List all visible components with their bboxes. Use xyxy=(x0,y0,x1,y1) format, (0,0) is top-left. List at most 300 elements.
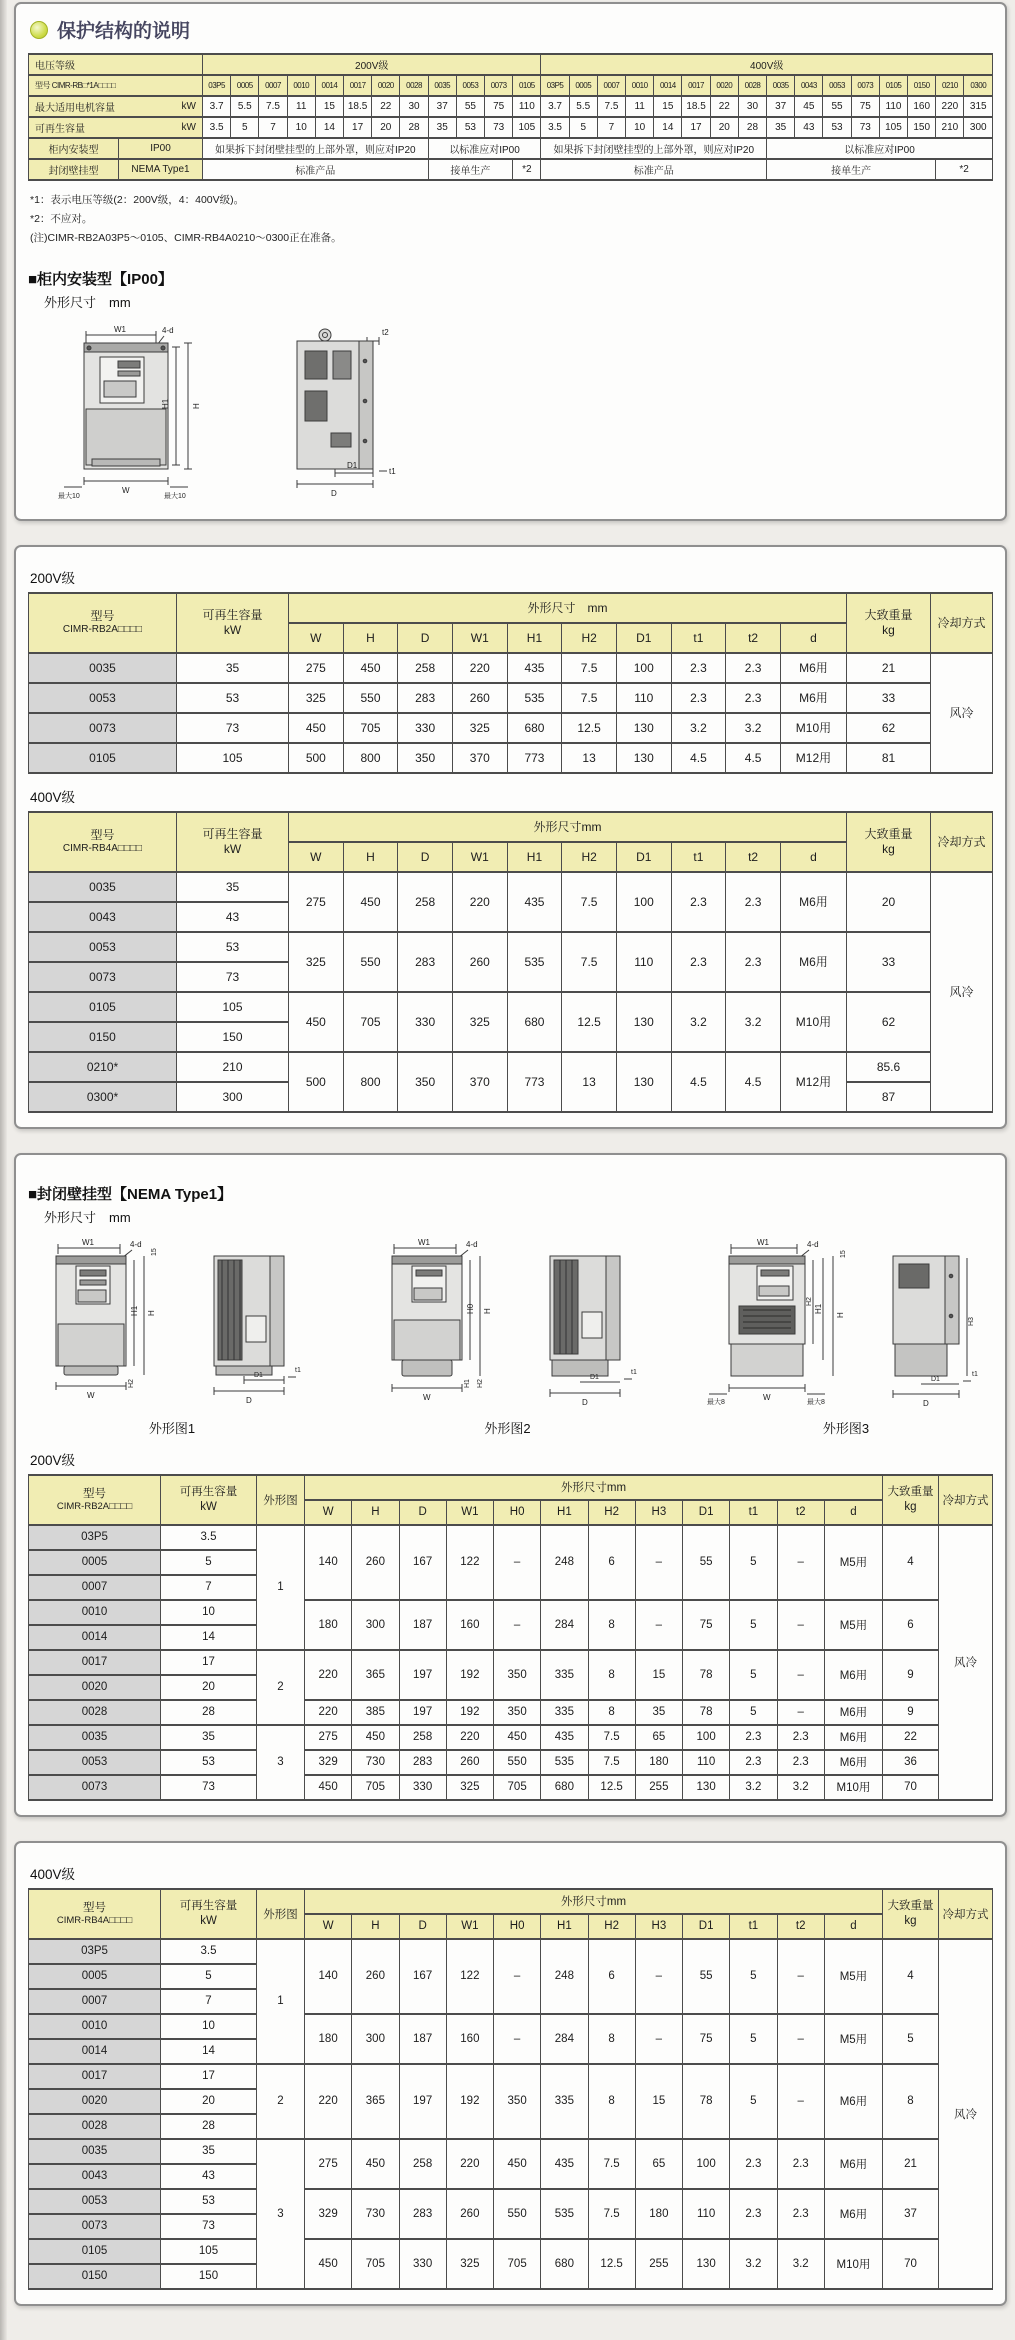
voltage-class-label: 电压等级 xyxy=(29,54,203,75)
cell: 7.5 xyxy=(588,2139,635,2189)
cell: 255 xyxy=(635,2239,682,2289)
cell: 8 xyxy=(883,2064,939,2139)
cell: 140 xyxy=(305,1939,352,2014)
cell: 53 xyxy=(177,932,289,962)
cell: 3.2 xyxy=(726,992,781,1052)
cell: 14 xyxy=(315,117,343,138)
cell: – xyxy=(777,1939,824,2014)
model-cell: 0005 xyxy=(29,1550,161,1575)
model-cell: 0007 xyxy=(29,1575,161,1600)
ip00-400v-dimension-table xyxy=(28,811,993,1113)
cell: 300 xyxy=(177,1082,289,1112)
cell: 15 xyxy=(635,2064,682,2139)
weight-header-line2: kg xyxy=(882,622,895,637)
cell: 21 xyxy=(883,2139,939,2189)
cell: 258 xyxy=(399,2139,446,2189)
model-cell: 0150 xyxy=(29,1022,177,1052)
model-cell: 0053 xyxy=(29,2189,161,2214)
cell: 73 xyxy=(485,117,513,138)
cell: 350 xyxy=(494,1700,541,1725)
cell: 187 xyxy=(399,1600,446,1650)
cell: t2 xyxy=(726,623,781,653)
cell: – xyxy=(777,1700,824,1725)
table-row xyxy=(29,713,993,743)
cell: H1 xyxy=(507,842,562,872)
cell: 3.2 xyxy=(726,713,781,743)
cell: 315 xyxy=(964,96,993,117)
cell: 550 xyxy=(494,1750,541,1775)
cell: 220 xyxy=(452,653,507,683)
cell: 75 xyxy=(683,1600,730,1650)
fig-cell: 2 xyxy=(257,1650,305,1725)
cell: 22 xyxy=(883,1725,939,1750)
cell: 130 xyxy=(616,1052,671,1112)
cell: 535 xyxy=(507,932,562,992)
cell: 4.5 xyxy=(726,743,781,773)
cell: 325 xyxy=(446,1775,493,1800)
cell: 248 xyxy=(541,1525,588,1600)
cell: 192 xyxy=(446,1700,493,1725)
cell: 130 xyxy=(683,2239,730,2289)
cell: 680 xyxy=(541,1775,588,1800)
cell: 705 xyxy=(343,992,398,1052)
cell: M10用 xyxy=(780,713,846,743)
model-cell: 0035 xyxy=(29,2139,161,2164)
fig-header: 外形图 xyxy=(257,1475,305,1525)
cell: 550 xyxy=(343,683,398,713)
cell: 248 xyxy=(541,1939,588,2014)
cell: 2.3 xyxy=(730,2189,777,2239)
cell: 5 xyxy=(730,1600,777,1650)
cell: 81 xyxy=(847,743,931,773)
cell: 0028 xyxy=(738,75,766,96)
dim-label-h: H xyxy=(836,1311,845,1318)
table-row-wall-type xyxy=(29,159,993,180)
cell: 35 xyxy=(635,1700,682,1725)
dim-label-h0: H0 xyxy=(465,1303,475,1314)
table-row xyxy=(29,1725,993,1750)
cell: 65 xyxy=(635,1725,682,1750)
dim-label-d: D xyxy=(331,488,337,498)
cell: 5 xyxy=(161,1964,257,1989)
cell: t1 xyxy=(730,1914,777,1939)
model-header xyxy=(29,593,177,653)
cell: M10用 xyxy=(780,992,846,1052)
cell: H1 xyxy=(541,1500,588,1525)
footnote-1: *1：表示电压等级(2：200V级，4：400V级)。 xyxy=(30,194,245,206)
cell: M6用 xyxy=(780,872,846,932)
cell: 260 xyxy=(352,1525,399,1600)
model-cell: 0014 xyxy=(29,1625,161,1650)
cell: 2.3 xyxy=(730,2139,777,2189)
cell: D1 xyxy=(616,623,671,653)
dims-header: 外形尺寸mm xyxy=(305,1889,883,1914)
cell: 330 xyxy=(398,992,453,1052)
cell: 8 xyxy=(588,2014,635,2064)
model-header-line1: 型号 xyxy=(83,1901,106,1914)
cell: d xyxy=(780,623,846,653)
cell: W xyxy=(289,842,344,872)
nema-fig2-front-drawing xyxy=(370,1236,520,1408)
table-row xyxy=(29,2239,993,2264)
cell: 435 xyxy=(507,872,562,932)
cell: 450 xyxy=(305,1775,352,1800)
ip00-dimension-tables-block xyxy=(14,545,1007,1129)
model-header-line2: CIMR-RB2A□□□□ xyxy=(56,1500,133,1512)
cell: 150 xyxy=(908,117,936,138)
cell: 450 xyxy=(352,1725,399,1750)
cell: 350 xyxy=(494,1650,541,1700)
table-row xyxy=(29,1750,993,1775)
model-header-line2: CIMR-RB2A□□□□ xyxy=(62,623,143,635)
cell: D xyxy=(399,1914,446,1939)
model-cell: 0300* xyxy=(29,1082,177,1112)
cell: 55 xyxy=(683,1939,730,2014)
cell: 2.3 xyxy=(726,653,781,683)
cell: 0010 xyxy=(626,75,654,96)
cell: 30 xyxy=(400,96,428,117)
nema-fig1-caption: 外形图1 xyxy=(148,1420,196,1436)
cell: H1 xyxy=(541,1914,588,1939)
cell: 70 xyxy=(883,2239,939,2289)
cooling-cell: 风冷 xyxy=(939,1939,993,2289)
table-row xyxy=(29,2189,993,2214)
dim-label-h2: H2 xyxy=(476,1378,484,1388)
cell: 53 xyxy=(456,117,484,138)
model-cell: 0073 xyxy=(29,2214,161,2239)
cell: M6用 xyxy=(824,1725,882,1750)
cell: d xyxy=(780,842,846,872)
capacity-header xyxy=(161,1475,257,1525)
weight-header-line1: 大致重量 xyxy=(864,826,913,841)
cell: 284 xyxy=(541,2014,588,2064)
cell: 260 xyxy=(352,1939,399,2014)
nema-fig3-group xyxy=(705,1236,987,1437)
dim-label-w1: W1 xyxy=(114,324,126,334)
dim-label-4d: 4-d xyxy=(807,1239,819,1249)
cell: 330 xyxy=(398,713,453,743)
cell: 275 xyxy=(305,2139,352,2189)
cell: 325 xyxy=(452,713,507,743)
dim-label-max10-right: 最大10 xyxy=(164,492,186,500)
cell: 0014 xyxy=(315,75,343,96)
cell: t2 xyxy=(777,1500,824,1525)
model-cell: 0035 xyxy=(29,872,177,902)
dim-label-d1: D1 xyxy=(931,1375,940,1383)
cell: D xyxy=(399,1500,446,1525)
cell: 7 xyxy=(597,117,625,138)
weight-header-line2: kg xyxy=(904,1500,917,1513)
cell: 110 xyxy=(683,2189,730,2239)
cell: 110 xyxy=(616,683,671,713)
cell: W1 xyxy=(446,1914,493,1939)
model-cell: 0105 xyxy=(29,992,177,1022)
weight-header xyxy=(883,1475,939,1525)
cell: 87 xyxy=(847,1082,931,1112)
cell: 730 xyxy=(352,2189,399,2239)
cell: d xyxy=(824,1914,882,1939)
cooling-header: 冷却方式 xyxy=(939,1889,993,1939)
cell: 10 xyxy=(626,117,654,138)
cabinet-rating: IP00 xyxy=(119,138,203,159)
cell: 5 xyxy=(730,1525,777,1600)
dim-label-t1: t1 xyxy=(972,1370,978,1378)
capacity-header xyxy=(161,1889,257,1939)
cell: 35 xyxy=(177,872,289,902)
dim-label-d: D xyxy=(246,1395,252,1405)
cell: 7 xyxy=(259,117,287,138)
ip00-front-view-drawing xyxy=(56,321,241,501)
cell: 8 xyxy=(588,1700,635,1725)
cell: 以标准应对IP00 xyxy=(767,138,993,159)
cell: 17 xyxy=(161,2064,257,2089)
cell: 2.3 xyxy=(726,932,781,992)
table-row xyxy=(29,2064,993,2089)
cell: 0020 xyxy=(372,75,400,96)
cell: 105 xyxy=(513,117,541,138)
cell: 5 xyxy=(231,117,259,138)
table-row-models xyxy=(29,75,993,96)
model-cell: 0035 xyxy=(29,653,177,683)
cell: 8 xyxy=(588,1650,635,1700)
cell: 3.2 xyxy=(671,713,726,743)
cell: 2.3 xyxy=(671,653,726,683)
footnotes xyxy=(30,191,991,248)
cell: 329 xyxy=(305,1750,352,1775)
cell: 0105 xyxy=(879,75,907,96)
cell: 0028 xyxy=(400,75,428,96)
cell: 110 xyxy=(616,932,671,992)
cell: H xyxy=(352,1500,399,1525)
cell: 385 xyxy=(352,1700,399,1725)
cell: 85.6 xyxy=(847,1052,931,1082)
cell: W1 xyxy=(452,842,507,872)
cell: 14 xyxy=(654,117,682,138)
cell: 275 xyxy=(305,1725,352,1750)
cell: 35 xyxy=(161,2139,257,2164)
ip00-section-subheading: 外形尺寸 mm xyxy=(44,294,131,310)
cell: 2.3 xyxy=(726,872,781,932)
cell: 35 xyxy=(177,653,289,683)
cell: 680 xyxy=(541,2239,588,2289)
cell: 370 xyxy=(452,1052,507,1112)
dim-label-h2: H2 xyxy=(128,1378,135,1388)
table-row xyxy=(29,2139,993,2164)
capacity-header xyxy=(177,593,289,653)
cell: 3.5 xyxy=(161,1525,257,1550)
model-header-line1: 型号 xyxy=(90,608,115,623)
regen-capacity-unit: kW xyxy=(181,122,196,133)
cell: 130 xyxy=(616,992,671,1052)
model-cell: 0010 xyxy=(29,1600,161,1625)
cell: W xyxy=(289,623,344,653)
model-cell: 0005 xyxy=(29,1964,161,1989)
v200-header: 200V级 xyxy=(203,54,541,75)
model-header xyxy=(29,812,177,872)
nema-fig3-side-drawing xyxy=(879,1236,987,1408)
cell: 325 xyxy=(289,932,344,992)
cell: 325 xyxy=(446,2239,493,2289)
cell: 2.3 xyxy=(730,1725,777,1750)
nema-fig3-front-drawing xyxy=(705,1236,865,1408)
cell: 4.5 xyxy=(671,743,726,773)
fig-cell: 1 xyxy=(257,1525,305,1650)
cell: 3.7 xyxy=(541,96,569,117)
model-cell: 03P5 xyxy=(29,1939,161,1964)
cell: 450 xyxy=(494,2139,541,2189)
cell: 335 xyxy=(541,2064,588,2139)
cell: 75 xyxy=(683,2014,730,2064)
table-row xyxy=(29,743,993,773)
cell: 160 xyxy=(908,96,936,117)
cell: 275 xyxy=(289,872,344,932)
cell: 220 xyxy=(936,96,964,117)
cell: 435 xyxy=(541,2139,588,2189)
page-title xyxy=(30,16,993,43)
cell: 7.5 xyxy=(259,96,287,117)
table-header-row xyxy=(29,593,993,623)
cell: 110 xyxy=(683,1750,730,1775)
cell: – xyxy=(777,1525,824,1600)
cell: D xyxy=(398,842,453,872)
cell: 220 xyxy=(305,1650,352,1700)
cell: 75 xyxy=(851,96,879,117)
cell: 300 xyxy=(352,2014,399,2064)
cell: W xyxy=(305,1914,352,1939)
cell: 以标准应对IP00 xyxy=(428,138,541,159)
table-row xyxy=(29,1775,993,1800)
cell: 8 xyxy=(588,2064,635,2139)
dim-label-h: H xyxy=(192,402,201,409)
weight-header-line1: 大致重量 xyxy=(864,607,913,622)
model-cell: 0210* xyxy=(29,1052,177,1082)
nema-400v-dimension-table xyxy=(28,1888,993,2290)
cell: 3.2 xyxy=(730,1775,777,1800)
cell: 78 xyxy=(683,1700,730,1725)
model-cell: 0028 xyxy=(29,2114,161,2139)
cell: 7.5 xyxy=(562,653,617,683)
cell: H xyxy=(343,623,398,653)
cell: 197 xyxy=(399,1700,446,1725)
cell: – xyxy=(777,2014,824,2064)
cell: 36 xyxy=(883,1750,939,1775)
bot400-table-title: 400V级 xyxy=(30,1866,76,1882)
cell: – xyxy=(777,2064,824,2139)
cell: 100 xyxy=(616,653,671,683)
cell: 167 xyxy=(399,1525,446,1600)
cell: – xyxy=(635,1939,682,2014)
cell: 53 xyxy=(823,117,851,138)
cell: 7.5 xyxy=(588,2189,635,2239)
cell: 28 xyxy=(161,1700,257,1725)
cell: 0150 xyxy=(908,75,936,96)
nema-fig2-side-drawing xyxy=(534,1236,646,1408)
cell: 13 xyxy=(562,743,617,773)
dim-label-w: W xyxy=(763,1392,771,1402)
cell: 105 xyxy=(161,2239,257,2264)
cell: 450 xyxy=(343,872,398,932)
cell: H2 xyxy=(562,842,617,872)
nema-fig1-group xyxy=(34,1236,310,1437)
cell: H0 xyxy=(494,1500,541,1525)
cell: H xyxy=(352,1914,399,1939)
table-row xyxy=(29,54,993,75)
table-header-row xyxy=(29,1475,993,1500)
cell: 5.5 xyxy=(231,96,259,117)
cell: 4.5 xyxy=(726,1052,781,1112)
dim-label-max8-left: 最大8 xyxy=(707,1398,725,1406)
table-row xyxy=(29,653,993,683)
cell: 11 xyxy=(287,96,315,117)
cell: 0053 xyxy=(823,75,851,96)
cell: 0017 xyxy=(344,75,372,96)
cell: 45 xyxy=(795,96,823,117)
dim-label-4d: 4-d xyxy=(465,1239,478,1249)
cabinet-type-label: 柜内安装型 xyxy=(29,138,119,159)
cell: 65 xyxy=(635,2139,682,2189)
cell: 2.3 xyxy=(777,1725,824,1750)
cell: – xyxy=(635,1600,682,1650)
cell: 20 xyxy=(161,2089,257,2114)
cell: 260 xyxy=(446,1750,493,1775)
cell: 2.3 xyxy=(671,932,726,992)
cell: 180 xyxy=(635,2189,682,2239)
cell: 773 xyxy=(507,743,562,773)
dim-label-h1: H1 xyxy=(130,1305,139,1316)
nema-400v-block xyxy=(14,1841,1007,2306)
cell: 0020 xyxy=(710,75,738,96)
nema-fig3-caption: 外形图3 xyxy=(822,1420,870,1436)
cell: 35 xyxy=(161,1725,257,1750)
cell: 130 xyxy=(616,713,671,743)
cell: 43 xyxy=(161,2164,257,2189)
cell: 283 xyxy=(399,1750,446,1775)
cell: 197 xyxy=(399,2064,446,2139)
cell: 13 xyxy=(562,1052,617,1112)
cell: 435 xyxy=(507,653,562,683)
dims-header: 外形尺寸mm xyxy=(289,812,847,842)
cell: 705 xyxy=(494,2239,541,2289)
cell: 14 xyxy=(161,1625,257,1650)
cell: 130 xyxy=(683,1775,730,1800)
cell: H2 xyxy=(588,1500,635,1525)
cell: 680 xyxy=(507,713,562,743)
cell: M5用 xyxy=(824,1525,882,1600)
cell: 130 xyxy=(616,743,671,773)
regen-capacity-label xyxy=(29,117,203,138)
cell: 550 xyxy=(343,932,398,992)
cell: 450 xyxy=(305,2239,352,2289)
nema-fig2-caption: 外形图2 xyxy=(484,1420,531,1436)
cell: 0035 xyxy=(428,75,456,96)
model-cell: 0010 xyxy=(29,2014,161,2039)
bot200-table-title: 200V级 xyxy=(30,1452,76,1468)
cell: 7.5 xyxy=(562,683,617,713)
cell: 7.5 xyxy=(597,96,625,117)
ip00-side-view-drawing xyxy=(275,321,410,501)
cell: M12用 xyxy=(780,743,846,773)
cell: 37 xyxy=(767,96,795,117)
cell: 3.2 xyxy=(671,992,726,1052)
cell: 180 xyxy=(635,1750,682,1775)
cell: D1 xyxy=(683,1914,730,1939)
model-cell: 0035 xyxy=(29,1725,161,1750)
footnote-3: (注)CIMR-RB2A03P5～0105、CIMR-RB4A0210～0300正在准备。 xyxy=(30,231,342,244)
cell: 260 xyxy=(452,932,507,992)
table-row xyxy=(29,683,993,713)
cell: D xyxy=(398,623,453,653)
fig-cell: 2 xyxy=(257,2064,305,2139)
